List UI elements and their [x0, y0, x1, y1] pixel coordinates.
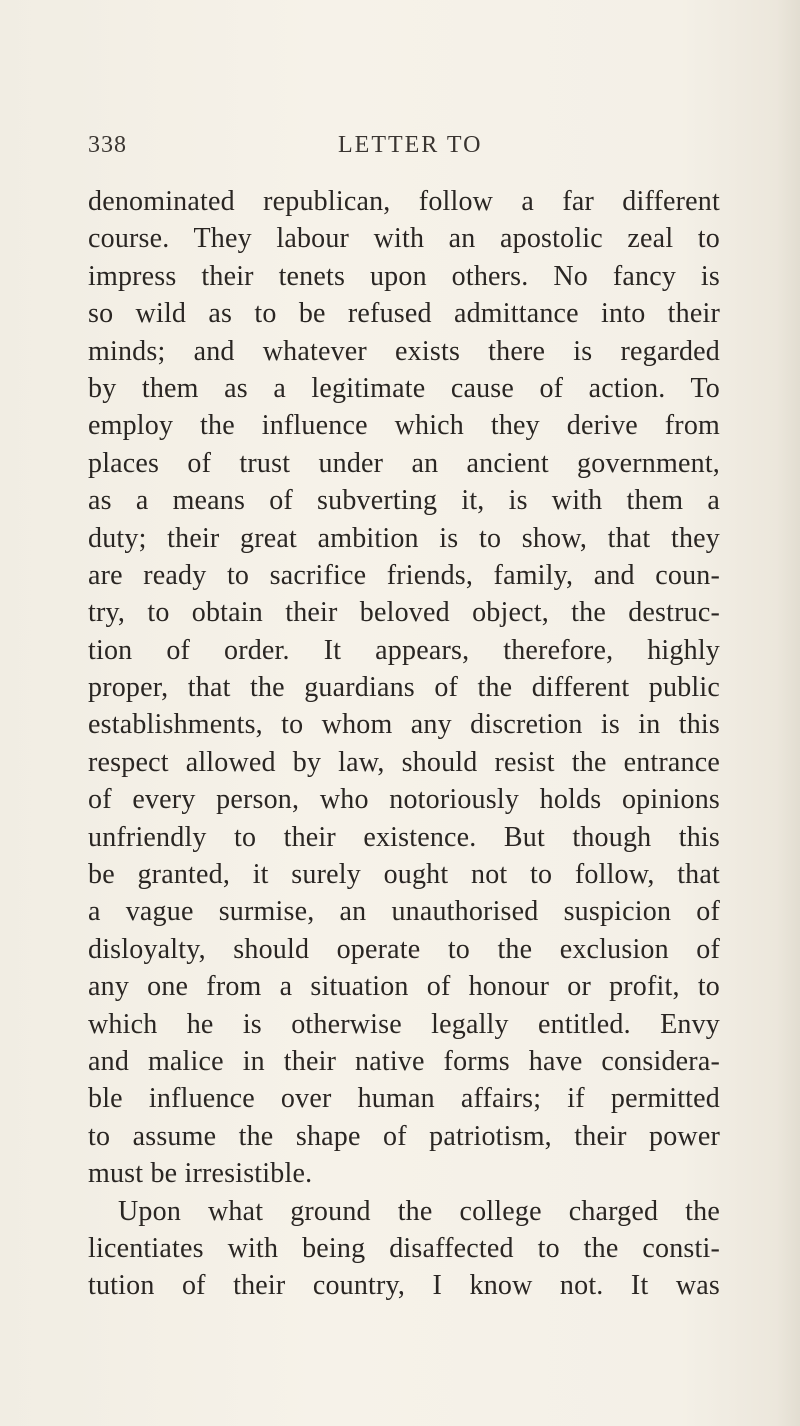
text-line: places of trust under an ancient government,	[88, 447, 720, 479]
text-line: denominated republican, follow a far different	[88, 186, 720, 217]
page-number: 338	[88, 132, 127, 158]
text-line: disloyalty, should operate to the exclusion of	[88, 933, 720, 965]
text-line: duty; their great ambition is to show, that they	[88, 522, 720, 554]
text-line: try, to obtain their beloved object, the destruc-	[88, 597, 720, 629]
text-line: proper, that the guardians of the different public	[88, 672, 720, 704]
text-line: unfriendly to their existence. But though this	[88, 821, 720, 853]
text-line: so wild as to be refused admittance into their	[88, 298, 720, 330]
text-line: a vague surmise, an unauthorised suspicion of	[88, 896, 720, 928]
text-line: be granted, it surely ought not to follow, that	[88, 859, 720, 891]
body-text	[88, 183, 720, 1305]
paragraph-end-line: must be irresistible.	[88, 1158, 313, 1190]
text-line: ble influence over human affairs; if permitted	[88, 1083, 720, 1115]
page-header	[88, 132, 708, 164]
paragraph-start-line: Upon what ground the college charged the	[118, 1195, 720, 1227]
text-line: tion of order. It appears, therefore, highly	[88, 634, 720, 666]
text-line: of every person, who notoriously holds opinions	[88, 784, 720, 816]
text-line: respect allowed by law, should resist the entrance	[88, 746, 720, 778]
text-line: to assume the shape of patriotism, their power	[88, 1120, 720, 1152]
text-line: which he is otherwise legally entitled. Envy	[88, 1008, 720, 1040]
text-line: licentiates with being disaffected to the consti-	[88, 1232, 720, 1264]
running-head: LETTER TO	[338, 132, 483, 158]
text-line: any one from a situation of honour or profit, to	[88, 971, 720, 1003]
text-line: are ready to sacrifice friends, family, and coun-	[88, 559, 720, 591]
text-line: impress their tenets upon others. No fancy is	[88, 260, 720, 292]
text-line: by them as a legitimate cause of action. To	[88, 372, 720, 404]
text-line: employ the influence which they derive from	[88, 410, 720, 442]
text-line: minds; and whatever exists there is regarded	[88, 335, 720, 367]
text-line: tution of their country, I know not. It was	[88, 1270, 720, 1302]
text-line: establishments, to whom any discretion is in this	[88, 709, 720, 741]
text-line: and malice in their native forms have considera-	[88, 1045, 720, 1077]
text-line: as a means of subverting it, is with them a	[88, 485, 720, 517]
text-line: course. They labour with an apostolic zeal to	[88, 223, 720, 255]
